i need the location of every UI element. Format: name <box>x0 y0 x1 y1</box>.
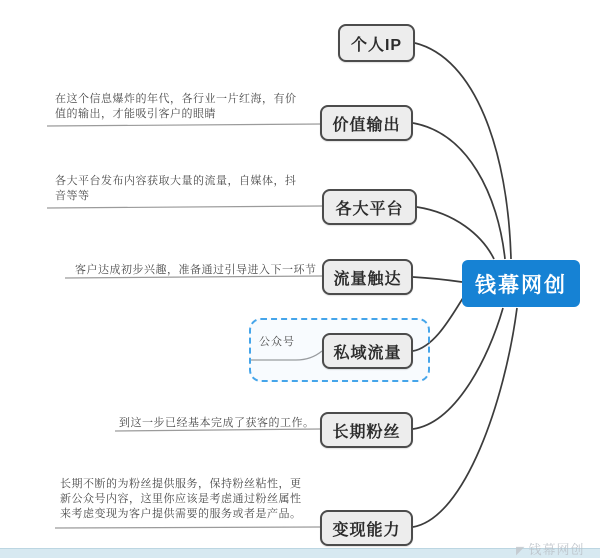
topic-gongzhonghao[interactable]: 公众号 <box>259 336 295 348</box>
watermark <box>516 539 584 558</box>
watermark-logo-icon: ◤ <box>516 545 526 557</box>
topic-longterm-fans[interactable]: 长期粉丝 <box>320 412 413 448</box>
topic-platforms[interactable]: 各大平台 <box>322 189 417 225</box>
callout-line-platforms <box>47 206 322 208</box>
note-value-output[interactable]: 在这个信息爆炸的年代，各行业一片红海，有价值的输出，才能吸引客户的眼睛 <box>55 93 297 120</box>
connector-personal-ip <box>415 43 511 259</box>
watermark-text: 钱幕网创 <box>528 542 585 557</box>
note-fans[interactable]: 到这一步已经基本完成了获客的工作。 <box>119 417 315 429</box>
connector-traffic <box>413 277 462 282</box>
bottom-strip <box>0 548 600 558</box>
callout-line-value <box>47 124 322 126</box>
connector-platforms <box>417 207 494 259</box>
note-platforms[interactable]: 各大平台发布内容获取大量的流量，自媒体，抖音等等 <box>55 175 297 202</box>
connector-value-output <box>413 123 505 259</box>
topic-value-output[interactable]: 价值输出 <box>320 105 413 141</box>
note-traffic[interactable]: 客户达成初步兴趣，准备通过引导进入下一环节 <box>75 264 317 276</box>
callout-line-monetize <box>55 527 320 528</box>
topic-monetization[interactable]: 变现能力 <box>320 510 413 546</box>
topic-traffic-reach[interactable]: 流量触达 <box>322 259 413 295</box>
topic-private-traffic[interactable]: 私域流量 <box>322 333 413 369</box>
topic-personal-ip[interactable]: 个人IP <box>338 24 415 62</box>
central-topic[interactable]: 钱幕网创 <box>462 260 580 307</box>
note-monetize[interactable]: 长期不断的为粉丝提供服务，保持粉丝粘性，更新公众号内容，这里你应该是考虑通过粉丝属性来考虑变现为客户提供需要的服务或者是产品。 <box>60 478 302 520</box>
